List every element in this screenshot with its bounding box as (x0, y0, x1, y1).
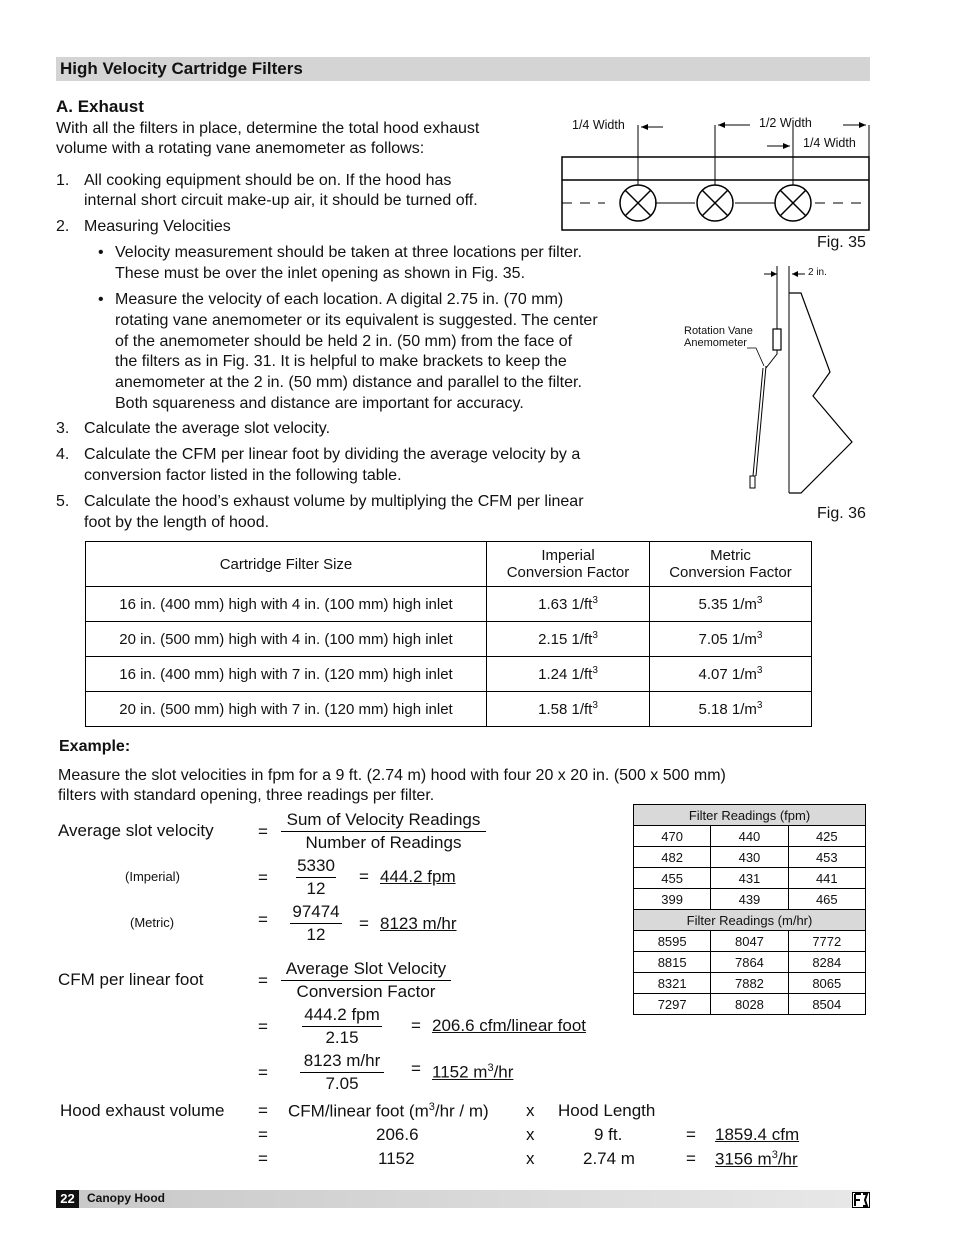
filter-readings-table (633, 804, 866, 1015)
fig36-caption: Fig. 36 (817, 505, 866, 522)
filter-size-cell: 20 in. (500 mm) high with 7 in. (120 mm) high inlet (86, 692, 487, 727)
metric-fraction (290, 902, 342, 945)
fig36-anemometer-label-1: Rotation Vane (684, 325, 753, 337)
header-metric-line-2: Conversion Factor (669, 564, 792, 581)
header-imperial-line-2: Conversion Factor (506, 564, 630, 581)
anemometer-icon (620, 185, 811, 221)
equals-sign: = (686, 1149, 696, 1168)
equals-sign: = (359, 867, 369, 886)
section-header (56, 57, 870, 81)
bullet-2-line-3: of the anemometer should be held 2 in. (50 mm) from the face of (115, 333, 573, 350)
fig35-quarter-width-left: 1/4 Width (572, 118, 625, 132)
bullet-dot: • (98, 291, 104, 308)
equals-sign: = (411, 1016, 421, 1035)
equals-sign: = (258, 822, 268, 841)
avg-formula-numerator: Sum of Velocity Readings (281, 810, 486, 832)
table-row: 399 439 465 (634, 889, 866, 910)
equals-sign: = (258, 1125, 268, 1144)
table-row (86, 657, 812, 692)
equals-sign: = (258, 868, 268, 887)
metric-factor-cell: 5.18 $1/m^3$ (650, 692, 812, 727)
fig35-quarter-width-right: 1/4 Width (803, 136, 856, 150)
bullet-2-line-4: the filters as in Fig. 31. It is helpful to make brackets to keep the (115, 353, 567, 370)
metric-denominator: 12 (306, 925, 326, 944)
table-row (86, 587, 812, 622)
cfm-imperial-result: 206.6 cfm/linear foot (432, 1016, 587, 1035)
header-imperial (487, 542, 650, 587)
table-row: 8815 7864 8284 (634, 952, 866, 973)
hood-cfm-metric-value: 1152 (378, 1149, 415, 1168)
cfm-formula-denominator: Conversion Factor (296, 982, 436, 1001)
cfm-metric-numerator: 8123 m/hr (300, 1051, 384, 1073)
filter-size-cell: 16 in. (400 mm) high with 4 in. (100 mm) high inlet (86, 587, 487, 622)
step-5-line-1: Calculate the hood’s exhaust volume by multiplying the CFM per linear (84, 493, 584, 510)
bullet-2-line-6: Both squareness and distance are important for accuracy. (115, 395, 524, 412)
bullet-1-line-1: Velocity measurement should be taken at three locations per filter. (115, 244, 582, 261)
imperial-label: (Imperial) (125, 869, 180, 884)
multiply-sign: x (526, 1149, 535, 1168)
metric-factor-cell: 4.07 $1/m^3$ (650, 657, 812, 692)
section-header-title: High Velocity Cartridge Filters (60, 59, 303, 78)
imperial-factor-cell: 1.24 $1/ft^3$ (487, 657, 650, 692)
table-row: 455 431 441 (634, 868, 866, 889)
bullet-1-line-2: These must be over the inlet opening as shown in Fig. 35. (115, 265, 526, 282)
multiply-sign: x (526, 1125, 535, 1144)
conversion-factor-table (85, 541, 812, 727)
step-1-number: 1. (56, 172, 70, 189)
cfm-imperial-fraction (302, 1005, 382, 1048)
imperial-factor-cell: 2.15 $1/ft^3$ (487, 622, 650, 657)
hood-length-imperial: 9 ft. (594, 1125, 623, 1144)
fig36-anemometer-diagram (680, 262, 870, 502)
hood-exhaust-volume-label: Hood exhaust volume (60, 1101, 225, 1120)
imperial-numerator: 5330 (296, 856, 336, 878)
equals-sign: = (258, 1017, 268, 1036)
cfm-imperial-numerator: 444.2 fpm (302, 1005, 382, 1027)
equals-sign: = (258, 1149, 268, 1168)
subsection-title: A. Exhaust (56, 97, 144, 116)
step-1-line-1: All cooking equipment should be on. If the hood has (84, 172, 452, 189)
metric-factor-cell: 7.05 $1/m^3$ (650, 622, 812, 657)
step-5-line-2: foot by the length of hood. (84, 514, 270, 531)
header-filter-size: Cartridge Filter Size (86, 542, 487, 587)
step-2-line-1: Measuring Velocities (84, 218, 231, 235)
intro-line-1: With all the filters in place, determine the total hood exhaust (56, 120, 480, 137)
fig35-caption: Fig. 35 (817, 234, 866, 251)
step-3-line-1: Calculate the average slot velocity. (84, 420, 331, 437)
fig36-distance-label: 2 in. (808, 267, 827, 278)
bullet-2-line-1: Measure the velocity of each location. A digital 2.75 in. (70 mm) (115, 291, 564, 308)
footer-bar (56, 1190, 870, 1208)
intro-line-2: volume with a rotating vane anemometer as follows: (56, 140, 425, 157)
equals-sign: = (411, 1059, 421, 1078)
imperial-denominator: 12 (306, 879, 326, 898)
hood-exhaust-metric-result: 3156 $m^3/hr$ (715, 1149, 798, 1169)
table-row: 482 430 453 (634, 847, 866, 868)
cfm-metric-result: 1152 $m^3/hr$ (432, 1062, 514, 1082)
imperial-factor-cell: 1.63 $1/ft^3$ (487, 587, 650, 622)
imperial-factor-cell: 1.58 $1/ft^3$ (487, 692, 650, 727)
cfm-per-linear-foot-label: CFM per linear foot (58, 970, 204, 989)
page-number: 22 (56, 1190, 79, 1208)
step-4-line-1: Calculate the CFM per linear foot by dividing the average velocity by a (84, 446, 581, 463)
bullet-2-line-2: rotating vane anemometer or its equivalent is suggested. The center (115, 312, 598, 329)
table-row (86, 692, 812, 727)
equals-sign: = (686, 1125, 696, 1144)
metric-numerator: 97474 (290, 902, 342, 924)
fig35-half-width: 1/2 Width (759, 116, 812, 130)
cfm-formula-fraction (281, 959, 451, 1002)
example-title: Example: (59, 738, 131, 755)
step-1-line-2: internal short circuit make-up air, it should be turned off. (84, 192, 478, 209)
table-row: 7297 8028 8504 (634, 994, 866, 1015)
metric-factor-cell: 5.35 $1/m^3$ (650, 587, 812, 622)
example-desc-line-1: Measure the slot velocities in fpm for a 9 ft. (2.74 m) hood with four 20 x 20 in. (500 x 500 mm) (58, 767, 726, 784)
table-header-row (86, 542, 812, 587)
step-2-number: 2. (56, 218, 70, 235)
bullet-2-line-5: anemometer at the 2 in. (50 mm) distance and parallel to the filter. (115, 374, 582, 391)
header-metric (650, 542, 812, 587)
hood-length-column-label: Hood Length (558, 1101, 656, 1120)
header-metric-line-1: Metric (710, 547, 751, 564)
step-5-number: 5. (56, 493, 70, 510)
fpm-readings-title: Filter Readings (fpm) (634, 805, 866, 826)
fig36-anemometer-label-2: Anemometer (684, 337, 747, 349)
step-3-number: 3. (56, 420, 70, 437)
table-row: 8595 8047 7772 (634, 931, 866, 952)
table-row (86, 622, 812, 657)
metric-result: 8123 m/hr (380, 914, 457, 933)
equals-sign: = (258, 1101, 268, 1120)
imperial-result: 444.2 fpm (380, 867, 456, 886)
hood-exhaust-imperial-result: 1859.4 cfm (715, 1125, 800, 1144)
avg-formula-denominator: Number of Readings (305, 833, 462, 852)
cfm-imperial-denominator: 2.15 (325, 1028, 359, 1047)
table-row: 8321 7882 8065 (634, 973, 866, 994)
cfm-metric-fraction (300, 1051, 384, 1094)
bullet-dot: • (98, 244, 104, 261)
header-imperial-line-1: Imperial (541, 547, 595, 564)
mhr-readings-title: Filter Readings (m/hr) (634, 910, 866, 931)
brand-logo-icon (852, 1192, 870, 1208)
equals-sign: = (258, 1063, 268, 1082)
step-4-number: 4. (56, 446, 70, 463)
filter-size-cell: 20 in. (500 mm) high with 4 in. (100 mm) high inlet (86, 622, 487, 657)
table-row: 470 440 425 (634, 826, 866, 847)
equals-sign: = (258, 910, 268, 929)
avg-slot-velocity-label: Average slot velocity (58, 821, 214, 840)
filter-size-cell: 16 in. (400 mm) high with 7 in. (120 mm) high inlet (86, 657, 487, 692)
cfm-metric-denominator: 7.05 (325, 1074, 359, 1093)
hood-cfm-column-label: CFM/linear foot $(m^3/hr / m)$ (288, 1101, 489, 1121)
cfm-formula-numerator: Average Slot Velocity (281, 959, 451, 981)
imperial-fraction (296, 856, 336, 899)
metric-label: (Metric) (130, 915, 175, 930)
equals-sign: = (258, 971, 268, 990)
multiply-sign: x (526, 1101, 535, 1120)
hood-cfm-imperial-value: 206.6 (376, 1125, 419, 1144)
hood-length-metric: 2.74 m (583, 1149, 635, 1168)
footer-title: Canopy Hood (87, 1191, 165, 1205)
step-4-line-2: conversion factor listed in the following table. (84, 467, 402, 484)
equals-sign: = (359, 914, 369, 933)
avg-formula-fraction (281, 810, 486, 853)
example-desc-line-2: filters with standard opening, three readings per filter. (58, 787, 435, 804)
